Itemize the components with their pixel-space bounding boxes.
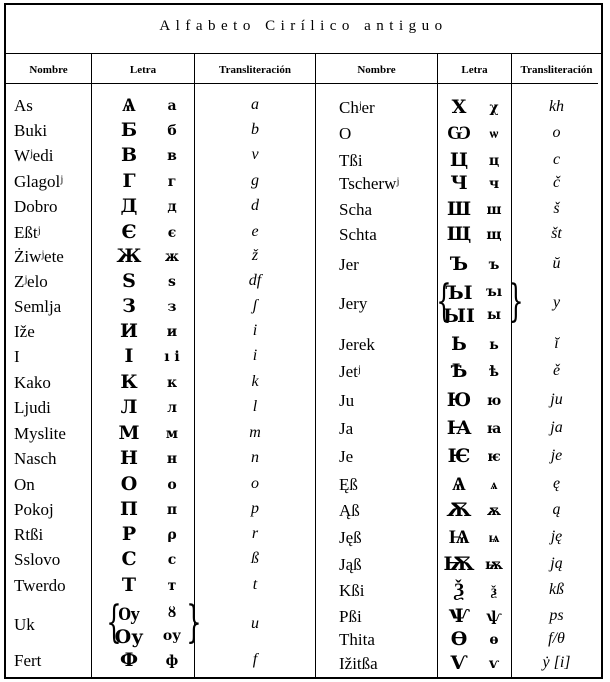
transliteration: g <box>251 172 259 189</box>
letter-name: Ąß <box>339 501 360 520</box>
lowercase-letter: о <box>167 477 177 493</box>
transliteration: r <box>251 525 259 542</box>
uppercase-letter: Ѥ <box>447 445 471 467</box>
letter-name: Kßi <box>339 581 365 600</box>
letter-name: As <box>14 96 33 115</box>
transliteration: ʃ <box>252 297 258 314</box>
letter-name: Myslite <box>14 424 66 443</box>
lowercase-letter: в <box>167 148 177 164</box>
letter-name: Iže <box>14 322 35 341</box>
letter-name: Uk <box>14 615 35 634</box>
transliteration: je <box>550 447 563 464</box>
uppercase-letter: О <box>120 473 138 495</box>
letter-name: Ja <box>339 419 354 438</box>
lowercase-letter: ѱ <box>486 609 502 625</box>
lowercase-letter: г <box>167 174 177 190</box>
table-row <box>6 98 601 123</box>
header-letra-left: Letra <box>129 64 157 76</box>
transliteration: n <box>251 449 259 466</box>
letter-name: Ljudi <box>14 398 51 417</box>
table-row <box>6 528 601 553</box>
transliteration: št <box>551 225 562 242</box>
letter-name: Dobro <box>14 197 58 216</box>
transliteration: c <box>552 151 561 168</box>
brace-left-icon: { <box>106 597 122 648</box>
lowercase-letter: ѡ <box>489 126 499 142</box>
letter-name: Wʲedi <box>14 146 54 165</box>
uppercase-letter: Ѡ <box>447 122 471 144</box>
transliteration: ě <box>552 362 561 379</box>
letter-name: Jer <box>339 255 359 274</box>
transliteration: kß <box>548 581 565 598</box>
lowercase-letter: ѩ <box>488 530 500 546</box>
uppercase-letter: Ф <box>119 649 139 671</box>
letter-name: Tscherwʲ <box>339 174 399 193</box>
letter-name: Ju <box>339 391 355 410</box>
uppercase-letter: П <box>120 498 138 520</box>
table-row <box>6 630 601 655</box>
transliteration: d <box>251 197 259 214</box>
uppercase-letter: Ꙗ <box>446 417 472 439</box>
transliteration: i <box>252 322 258 339</box>
transliteration: b <box>251 121 259 138</box>
lowercase-letter: и <box>166 324 178 340</box>
transliteration: ą <box>552 501 561 518</box>
transliteration: ja <box>550 419 563 436</box>
letter-name: I <box>14 347 20 366</box>
uppercase-letter: Р <box>121 523 137 545</box>
table-row <box>6 151 601 176</box>
letter-name: Kako <box>14 373 51 392</box>
uppercase-letter-variant: Оу <box>114 626 144 648</box>
table-row <box>6 654 601 679</box>
uppercase-letter: Ж <box>116 245 142 267</box>
uppercase-letter: С <box>121 548 137 570</box>
uppercase-letter: Ѵ <box>450 652 468 674</box>
transliteration: ž <box>251 247 259 264</box>
lowercase-letter: ѥ <box>487 449 501 465</box>
lowercase-letter: щ <box>486 227 502 243</box>
table-row <box>6 391 601 416</box>
lowercase-letter-variant: ы <box>486 307 502 323</box>
lowercase-letter: ѳ <box>489 632 499 648</box>
letter-name: Nasch <box>14 449 57 468</box>
brace-right-icon: } <box>508 276 524 327</box>
uppercase-letter: Ъ <box>449 253 469 275</box>
lowercase-letter: ѧ <box>490 477 498 493</box>
letter-name: Zʲelo <box>14 272 48 291</box>
lowercase-letter: ȣ <box>167 605 177 621</box>
table-row <box>6 475 601 500</box>
uppercase-letter: Ѹ <box>118 603 140 625</box>
transliteration: ß <box>251 550 259 567</box>
letter-name: Tßi <box>339 151 363 170</box>
transliteration: ẏ [i] <box>542 654 571 671</box>
transliteration: f/θ <box>548 630 565 647</box>
transliteration: m <box>249 424 261 441</box>
lowercase-letter: д <box>167 199 177 215</box>
uppercase-letter: Ю <box>446 389 472 411</box>
letter-name: Schta <box>339 225 377 244</box>
uppercase-letter-variant: ЫІ <box>443 305 475 327</box>
alphabet-table <box>4 3 603 679</box>
table-row <box>6 607 601 632</box>
uppercase-letter: М <box>118 422 140 444</box>
uppercase-letter: Ѳ <box>450 628 468 650</box>
lowercase-letter: ц <box>488 153 500 169</box>
uppercase-letter: В <box>120 144 138 166</box>
uppercase-letter: Л <box>120 396 138 418</box>
transliteration: df <box>248 272 262 289</box>
table-row <box>6 447 601 472</box>
lowercase-letter: ρ <box>167 527 177 543</box>
letter-name: Thita <box>339 630 375 649</box>
transliteration: t <box>252 576 258 593</box>
lowercase-letter: ѵ <box>488 656 500 672</box>
table-row <box>6 174 601 199</box>
letter-name: Pßi <box>339 607 362 626</box>
uppercase-letter: З <box>122 295 136 317</box>
letter-name: Eßtʲ <box>14 223 41 242</box>
letter-name: Ižitßa <box>339 654 378 673</box>
brace-right-icon: } <box>186 597 202 648</box>
letter-name: Scha <box>339 200 373 219</box>
lowercase-letter: п <box>166 502 178 518</box>
uppercase-letter: Ѭ <box>443 553 475 575</box>
uppercase-letter: К <box>120 371 138 393</box>
uppercase-letter: Ѧ <box>452 473 466 495</box>
uppercase-letter: Н <box>120 447 138 469</box>
header-transliteracion-left: Transliteración <box>219 64 291 76</box>
letter-name: Chʲer <box>339 98 375 117</box>
letter-name: Żiwʲete <box>14 247 64 266</box>
lowercase-letter: ъı <box>485 284 503 300</box>
transliteration: p <box>251 500 259 517</box>
transliteration: ju <box>550 391 563 408</box>
letter-name: Jąß <box>339 555 362 574</box>
table-row <box>6 335 601 360</box>
lowercase-letter: ж <box>164 249 180 265</box>
uppercase-letter: Ѧ <box>122 94 136 116</box>
letter-name: Jetʲ <box>339 362 361 381</box>
uppercase-letter: Ѱ <box>448 605 470 627</box>
letter-name: Jery <box>339 294 368 313</box>
transliteration: o <box>552 124 561 141</box>
letter-name: Glagolʲ <box>14 172 63 191</box>
lowercase-letter: с <box>167 552 177 568</box>
transliteration: ŭ <box>552 255 561 272</box>
table-title: Alfabeto Cirílico antiguo <box>159 18 448 34</box>
uppercase-letter: Ѯ <box>453 579 465 601</box>
transliteration: o <box>251 475 259 492</box>
lowercase-letter: л <box>167 400 177 416</box>
letter-name: Je <box>339 447 354 466</box>
transliteration: ĭ <box>554 335 559 352</box>
uppercase-letter: Ш <box>446 198 472 220</box>
letter-name: Jerek <box>339 335 375 354</box>
lowercase-letter: χ <box>489 100 499 116</box>
lowercase-letter: ѣ <box>489 364 499 380</box>
lowercase-letter: ъ <box>488 257 500 273</box>
uppercase-letter: Ц <box>449 149 469 171</box>
table-row <box>6 225 601 250</box>
lowercase-letter: б <box>167 123 177 139</box>
uppercase-letter: Ѫ <box>446 499 472 521</box>
table-row <box>6 124 601 149</box>
lowercase-letter: ѯ <box>491 583 497 599</box>
uppercase-letter: Г <box>122 170 136 192</box>
table-row <box>6 419 601 444</box>
transliteration: u <box>251 615 259 632</box>
lowercase-letter: к <box>166 375 178 391</box>
lowercase-letter: ч <box>488 176 500 192</box>
table-row <box>6 555 601 580</box>
uppercase-letter: Т <box>121 574 137 596</box>
letter-name: On <box>14 475 35 494</box>
transliteration: kh <box>548 98 565 115</box>
transliteration: a <box>251 96 259 113</box>
transliteration: č <box>552 174 561 191</box>
lowercase-letter: ı і <box>164 349 180 365</box>
lowercase-letter: ь <box>489 337 499 353</box>
lowercase-letter: н <box>166 451 178 467</box>
table-row <box>6 200 601 225</box>
uppercase-letter: Д <box>120 195 138 217</box>
transliteration: e <box>251 223 259 240</box>
uppercase-letter: Ѣ <box>450 360 468 382</box>
lowercase-letter: ѕ <box>168 274 176 290</box>
header-nombre-right: Nombre <box>357 64 396 76</box>
uppercase-letter: Ѩ <box>448 526 470 548</box>
brace-left-icon: { <box>436 276 452 327</box>
transliteration: š <box>553 200 560 217</box>
lowercase-letter: ѭ <box>484 557 504 573</box>
lowercase-letter: є <box>167 225 177 241</box>
uppercase-letter: ЪІ <box>445 282 473 304</box>
letter-name: Twerdo <box>14 576 66 595</box>
lowercase-letter: ѫ <box>486 503 502 519</box>
uppercase-letter: Х <box>451 96 467 118</box>
letter-name: Pokoj <box>14 500 54 519</box>
transliteration: ps <box>549 607 564 624</box>
lowercase-letter-variant: оу <box>162 628 182 644</box>
transliteration: k <box>251 373 259 390</box>
lowercase-letter: ю <box>486 393 502 409</box>
header-transliteracion-right: Transliteración <box>520 64 593 76</box>
header-nombre-left: Nombre <box>29 64 68 76</box>
transliteration: y <box>552 294 561 311</box>
uppercase-letter: Є <box>121 221 137 243</box>
transliteration: v <box>251 146 259 163</box>
letter-name: Ęß <box>339 475 358 494</box>
uppercase-letter: Б <box>120 119 138 141</box>
uppercase-letter: Ѕ <box>122 270 136 292</box>
lowercase-letter: ꙗ <box>486 421 502 437</box>
transliteration: i <box>252 347 258 364</box>
table-row <box>6 581 601 606</box>
letter-name: O <box>339 124 352 143</box>
letter-name: Buki <box>14 121 48 140</box>
lowercase-letter: т <box>167 578 177 594</box>
uppercase-letter: И <box>120 320 138 342</box>
uppercase-letter: Ч <box>450 172 468 194</box>
letter-name: Semlja <box>14 297 62 316</box>
uppercase-letter: Ь <box>451 333 467 355</box>
letter-name: Rtßi <box>14 525 44 544</box>
lowercase-letter: ш <box>486 202 502 218</box>
table-row <box>6 501 601 526</box>
uppercase-letter: Щ <box>446 223 472 245</box>
letter-name: Sslovo <box>14 550 61 569</box>
letter-name: Fert <box>14 651 42 670</box>
header-letra-right: Letra <box>461 64 488 76</box>
lowercase-letter: а <box>167 98 177 114</box>
transliteration: f <box>252 651 258 668</box>
transliteration: l <box>252 398 258 415</box>
lowercase-letter: м <box>165 426 179 442</box>
lowercase-letter: ф <box>165 653 179 669</box>
table-row <box>6 362 601 387</box>
transliteration: ę <box>552 475 561 492</box>
lowercase-letter: з <box>167 299 177 315</box>
transliteration: ją <box>550 555 563 572</box>
uppercase-letter: І <box>124 345 134 367</box>
letter-name: Jęß <box>339 528 362 547</box>
transliteration: ję <box>550 528 563 545</box>
